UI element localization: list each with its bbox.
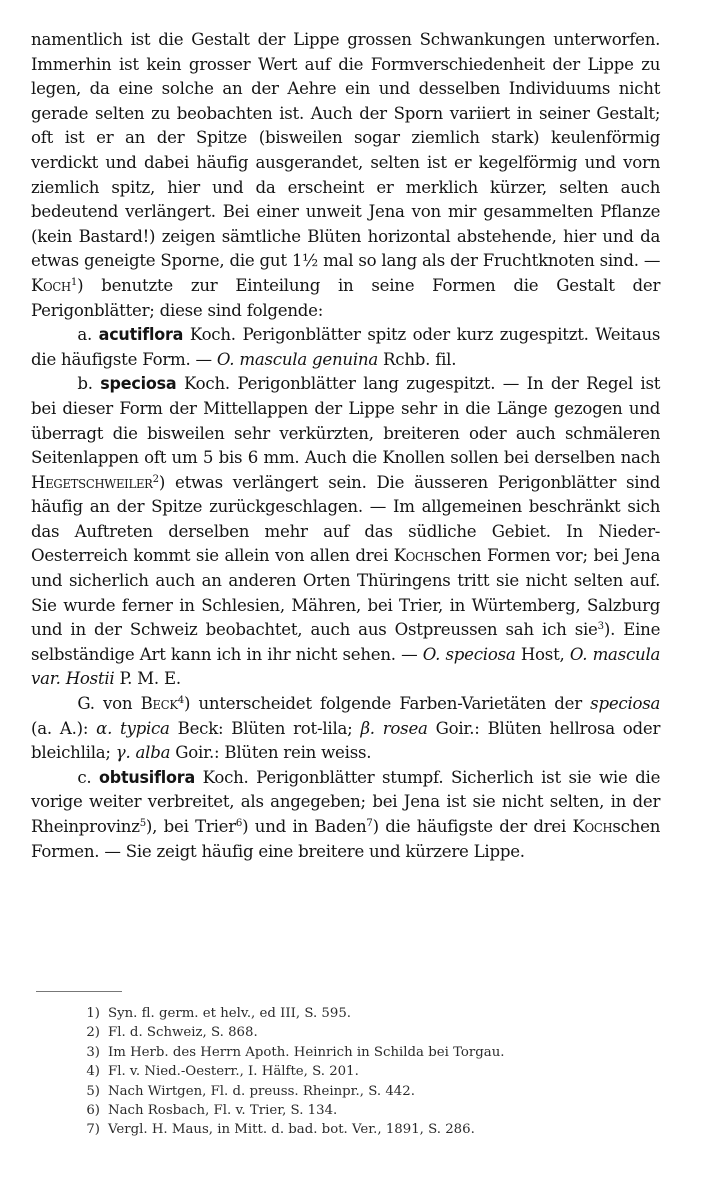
footnote-item: 6) Nach Rosbach, Fl. v. Trier, S. 134. bbox=[86, 1103, 338, 1119]
paragraph-beck-varieties: G. von Beck$^4$) unterscheidet folgende Farben-Varietäten der speciosa (a. A.): α. typica Beck: Blüten rot-lila; β. rosea Goir.: Blüten hellrosa oder bleichlila; γ. alba Goir.: Blüten rein weiss. bbox=[31, 694, 661, 764]
footnote-item: 2) Fl. d. Schweiz, S. 868. bbox=[86, 1025, 258, 1041]
footnote-ref-2[interactable]: 2 bbox=[152, 472, 159, 485]
author-koch: Koch bbox=[393, 546, 434, 567]
paragraph-intro: namentlich ist die Gestalt der Lippe grossen Schwankungen unterworfen. Immerhin ist kein grosser Wert auf die Formverschiedenheit der Lippe zu legen, da eine solche an der Aehre ein und desselben Individuums nicht gerade selten zu beobachten ist. Auch der Sporn variiert in seiner Gestalt; oft ist er an der Spitze (bisweilen sogar ziemlich stark) keulenförmig verdickt und dabei häufig ausgerandet, selten ist er kegelförmig und vorn ziemlich spitz, hier und da erscheint er merklich kürzer, selten auch bedeutend verlängert. Bei einer unweit Jena von mir gesammelten Pflanze (kein Bastard!) zeigen sämtliche Blüten horizontal abstehende, hier und da etwas geneigte Sporne, die gut 1½ mal so lang als der Fruchtknoten sind. — Koch$^1$) benutzte zur Einteilung in seine Formen die Gestalt der Perigonblätter; diese sind folgende: bbox=[31, 30, 661, 321]
footnote-ref-5[interactable]: 5 bbox=[139, 817, 146, 829]
footnote-item: 3) Im Herb. des Herrn Apoth. Heinrich in Schilda bei Torgau. bbox=[86, 1044, 505, 1060]
footnote-ref-4[interactable]: 4 bbox=[177, 694, 184, 707]
author-koch: Koch bbox=[31, 275, 71, 296]
paragraph-speciosa: b. speciosa Koch. Perigonblätter lang zugespitzt. — In der Regel ist bei dieser Form der Mittellappen der Lippe sehr in die Länge gezogen und überragt die bisweilen sehr verkürzten, breiteren oder auch schmäleren Seitenlappen oft um 5 bis 6 mm. Auch die Knollen sollen bei derselben nach Hegetschweiler$^2$) etwas verlängert sein. Die äusseren Perigonblätter sind häufig an der Spitze zurückgeschlagen. — Im allgemeinen beschränkt sich das Auftreten derselben mehr auf das südliche Gebiet. In Nieder-Oesterreich kommt sie allein von allen drei Kochschen Formen vor; bei Jena und sicherlich auch an anderen Orten Thüringens tritt sie nicht selten auf. Sie wurde ferner in Schlesien, Mähren, bei Trier, in Würtemberg, Salzburg und in der Schweiz beobachtet, auch aus Ostpreussen sah ich sie$^3$). Eine selbständige Art kann ich in ihr nicht sehen. — O. speciosa Host, O. mascula var. Hostii P. M. E. bbox=[31, 374, 661, 690]
footnote-item: 5) Nach Wirtgen, Fl. d. preuss. Rheinpr., S. 442. bbox=[86, 1083, 415, 1099]
footnote-ref-7[interactable]: 7 bbox=[366, 817, 373, 829]
footnote-ref-3[interactable]: 3 bbox=[597, 620, 604, 633]
form-name-speciosa: speciosa bbox=[100, 374, 177, 394]
footnote-item: 1) Syn. fl. germ. et helv., ed III, S. 595. bbox=[86, 1006, 352, 1021]
footnote-divider bbox=[36, 991, 122, 992]
form-name-obtusiflora: obtusiflora bbox=[99, 767, 196, 787]
footnote-item: 7) Vergl. H. Maus, in Mitt. d. bad. bot. Ver., 1891, S. 286. bbox=[86, 1122, 475, 1138]
footnote-item: 4) Fl. v. Nied.-Oesterr., I. Hälfte, S. 201. bbox=[86, 1064, 359, 1080]
author-hegetschweiler: Hegetschweiler bbox=[31, 472, 153, 493]
main-text bbox=[31, 28, 660, 864]
footnotes bbox=[84, 1004, 644, 1140]
author-koch: Koch bbox=[572, 817, 613, 837]
footnote-ref-6[interactable]: 6 bbox=[235, 817, 243, 829]
footnote-ref-1[interactable]: 1 bbox=[70, 275, 78, 288]
form-name-acutiflora: acutiflora bbox=[98, 325, 184, 345]
paragraph-obtusiflora: c. obtusiflora Koch. Perigonblätter stumpf. Sicherlich ist sie wie die vorige weiter verbreitet, als angegeben; bei Jena ist sie nicht selten, in der Rheinprovinz$^5$), bei Trier$^6$) und in Baden$^7$) die häufigste der drei Kochschen Formen. — Sie zeigt häufig eine breitere und kürzere Lippe. bbox=[31, 767, 661, 862]
author-beck: Beck bbox=[140, 694, 178, 715]
paragraph-acutiflora: a. acutiflora Koch. Perigonblätter spitz oder kurz zugespitzt. Weitaus die häufigste Form. — O. mascula genuina Rchb. fil. bbox=[31, 325, 661, 370]
